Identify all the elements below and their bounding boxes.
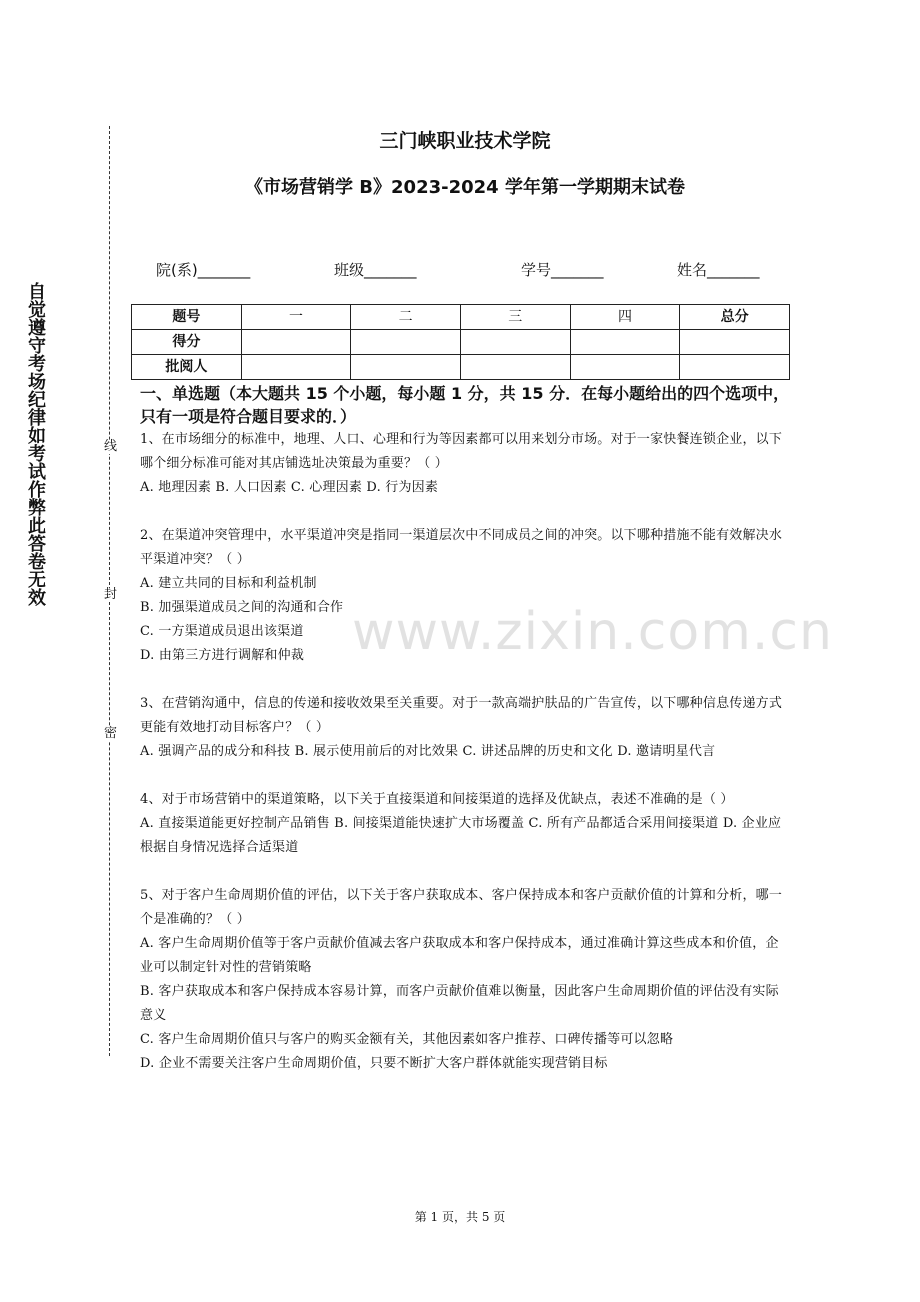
score-cell (680, 355, 790, 380)
question-option-a: A. 客户生命周期价值等于客户贡献价值减去客户获取成本和客户保持成本，通过准确计算这些成本和价值，企业可以制定针对性的营销策略 (140, 936, 779, 975)
watermark: www.zixin.com.cn (352, 602, 833, 662)
reviewer-row-label: 批阅人 (132, 355, 242, 380)
score-cell (351, 355, 461, 380)
question-option-d: D. 由第三方进行调解和仲裁 (140, 648, 305, 663)
score-cell (241, 330, 351, 355)
score-cell (460, 330, 570, 355)
score-col-3: 三 (460, 305, 570, 330)
exam-title: 《市场营销学 B》2023-2024 学年第一学期期末试卷 (245, 177, 685, 198)
school-name: 三门峡职业技术学院 (379, 130, 551, 152)
score-col-2: 二 (351, 305, 461, 330)
question-stem: 3、在营销沟通中，信息的传递和接收效果至关重要。对于一款高端护肤品的广告宣传，以下哪种信息传递方式更能有效地打动目标客户？（ ） (140, 696, 783, 735)
question-options: A. 强调产品的成分和科技 B. 展示使用前后的对比效果 C. 讲述品牌的历史和文化 D. 邀请明星代言 (140, 744, 716, 759)
score-col-total: 总分 (680, 305, 790, 330)
question-stem: 1、在市场细分的标准中，地理、人口、心理和行为等因素都可以用来划分市场。对于一家快餐连锁企业，以下哪个细分标准可能对其店铺选址决策最为重要？（ ） (140, 432, 783, 471)
score-col-4: 四 (570, 305, 680, 330)
question-options: A. 地理因素 B. 人口因素 C. 心理因素 D. 行为因素 (140, 480, 439, 495)
score-table (131, 304, 790, 380)
student-id-field: 学号_______ (521, 261, 604, 279)
binding-mark-secret: 密 (104, 726, 118, 741)
section-heading: 一、单选题（本大题共 15 个小题，每小题 1 分，共 15 分．在每小题给出的四个选项中，只有一项是符合题目要求的．） (140, 384, 790, 426)
question-stem: 2、在渠道冲突管理中，水平渠道冲突是指同一渠道层次中不同成员之间的冲突。以下哪种措施不能有效解决水平渠道冲突？（ ） (140, 528, 783, 567)
score-cell (570, 355, 680, 380)
binding-mark-seal: 封 (104, 587, 118, 602)
question-option-b: B. 加强渠道成员之间的沟通和合作 (140, 600, 344, 615)
score-table-row (132, 330, 790, 355)
page-footer: 第 1 页，共 5 页 (414, 1210, 506, 1224)
department-field: 院(系)_______ (156, 261, 251, 279)
question-stem: 5、对于客户生命周期价值的评估，以下关于客户获取成本、客户保持成本和客户贡献价值的计算和分析，哪一个是准确的？（ ） (140, 888, 783, 927)
question-option-c: C. 一方渠道成员退出该渠道 (140, 624, 304, 639)
question-4 (140, 788, 790, 860)
question-option-b: B. 客户获取成本和客户保持成本容易计算，而客户贡献价值难以衡量，因此客户生命周期价值的评估没有实际意义 (140, 984, 779, 1023)
score-cell (570, 330, 680, 355)
question-option-a: A. 建立共同的目标和利益机制 (140, 576, 317, 591)
score-table-row (132, 355, 790, 380)
name-field: 姓名_______ (677, 261, 760, 279)
question-options: A. 直接渠道能更好控制产品销售 B. 间接渠道能快速扩大市场覆盖 C. 所有产品都适合采用间接渠道 D. 企业应根据自身情况选择合适渠道 (140, 816, 782, 855)
score-col-number: 题号 (132, 305, 242, 330)
question-3 (140, 692, 790, 764)
score-cell (680, 330, 790, 355)
class-field: 班级_______ (334, 261, 417, 279)
score-cell (460, 355, 570, 380)
question-5 (140, 884, 790, 1076)
exam-discipline-notice: 自觉遵守考场纪律如考试作弊此答卷无效 (25, 282, 46, 606)
score-cell (351, 330, 461, 355)
score-row-label: 得分 (132, 330, 242, 355)
score-table-header-row (132, 305, 790, 330)
score-col-1: 一 (241, 305, 351, 330)
question-option-c: C. 客户生命周期价值只与客户的购买金额有关，其他因素如客户推荐、口碑传播等可以忽略 (140, 1032, 674, 1047)
question-1 (140, 428, 790, 500)
binding-mark-line: 线 (104, 439, 118, 454)
score-cell (241, 355, 351, 380)
question-stem: 4、对于市场营销中的渠道策略，以下关于直接渠道和间接渠道的选择及优缺点，表述不准确的是（ ） (140, 792, 734, 807)
question-list (140, 428, 790, 1100)
question-option-d: D. 企业不需要关注客户生命周期价值，只要不断扩大客户群体就能实现营销目标 (140, 1056, 608, 1071)
